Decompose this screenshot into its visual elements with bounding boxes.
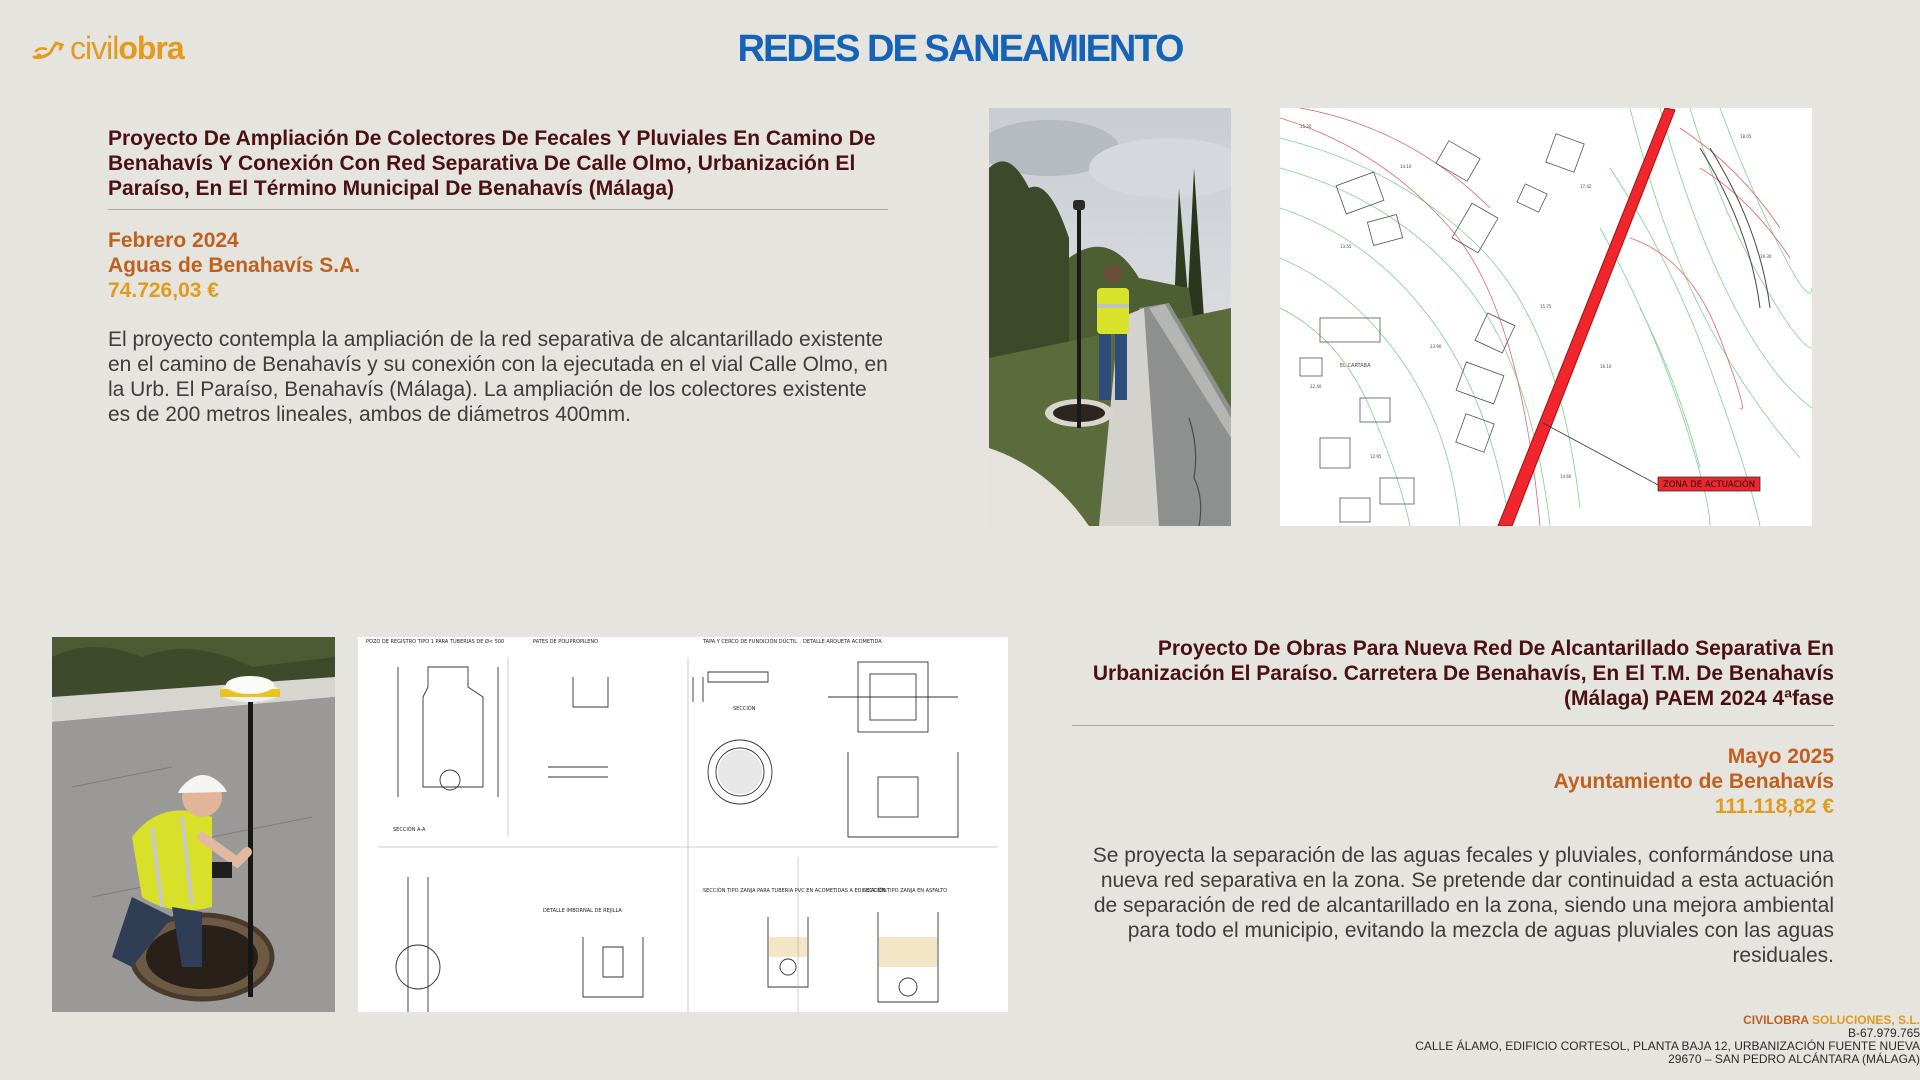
plan2-label-8: SECCIÓN [733,706,756,712]
svg-text:13.90: 13.90 [1430,344,1442,349]
footer-cif: B-67.979.765 [1847,1026,1920,1040]
project1-date: Febrero 2024 [108,229,239,252]
svg-text:16.10: 16.10 [1600,364,1612,369]
project1-amount: 74.726,03 € [108,279,219,302]
plan2-label-0: POZO DE REGISTRO TIPO 1 PARA TUBERIAS DE Ø< 500 [366,639,505,645]
logo-part1: civil [70,30,119,66]
project2-title: Proyecto De Obras Para Nueva Red De Alcantarillado Separativa En Urbanización El Paraíso. Carretera De Benahavís, En El T.M. De Benahavís (Málaga) PAEM 2024 4ªfase [1092,637,1834,710]
plan1-street-label: EL CARTABA [1340,363,1371,369]
project1-divider [108,209,888,210]
svg-text:17.42: 17.42 [1580,184,1592,189]
project2-section [1072,636,1834,968]
svg-text:12.95: 12.95 [1370,454,1382,459]
project2-date: Mayo 2025 [1727,745,1834,768]
svg-text:18.05: 18.05 [1740,134,1752,139]
plan2-label-7: SECCIÓN A-A [393,827,426,833]
plan2-label-5: SECCIÓN TIPO ZANJA PARA TUBERIA PVC EN ACOMETIDAS A EDIFICACIÓN [703,888,887,894]
project1-description: El proyecto contempla la ampliación de la red separativa de alcantarillado existente en el camino de Benahavís y su conexión con la ejecutada en el vial Calle Olmo, en la Urb. El Paraíso, Benahavís (Málaga). La ampliación de los colectores existente es de 200 metros lineales, ambos de diámetros 400mm. [108,328,888,426]
project2-construction-details [358,637,1008,1012]
footer-company-suffix: SOLUCIONES, S.L. [1808,1013,1920,1027]
project2-meta [1072,744,1834,819]
footer-company-name: CIVILOBRA [1743,1013,1809,1027]
svg-text:12.40: 12.40 [1310,384,1322,389]
project1-section [108,126,888,427]
svg-text:14.60: 14.60 [1560,474,1572,479]
plan2-label-6: SECCIÓN TIPO ZANJA EN ASFALTO [863,888,948,894]
project1-site-plan [1280,108,1812,526]
page-title: REDES DE SANEAMIENTO [737,28,1183,70]
logo-part2: obra [118,30,184,66]
svg-text:14.10: 14.10 [1400,164,1412,169]
project1-title: Proyecto De Ampliación De Colectores De Fecales Y Pluviales En Camino De Benahavís Y Conexión Con Red Separativa De Calle Olmo, Urbanización El Paraíso, En El Término Municipal De Benahavís (Málaga) [108,127,876,200]
plan2-label-1: PATES DE POLIPROPILENO [533,639,599,645]
plan2-label-3: DETALLE ARQUETA ACOMETIDA [803,639,882,645]
footer-address1: CALLE ÁLAMO, EDIFICIO CORTESOL, PLANTA BAJA 12, URBANIZACIÓN FUENTE NUEVA [1415,1039,1920,1053]
plan2-label-4: DETALLE IMBORNAL DE REJILLA [543,908,622,914]
project2-divider [1072,725,1834,726]
plan2-label-2: TAPA Y CERCO DE FUNDICIÓN DÚCTIL [703,639,798,645]
project2-description: Se proyecta la separación de las aguas fecales y pluviales, conformándose una nueva red separativa en la zona. Se pretende dar continuidad a esta actuación de separación de red de alcantarillado en la zona, siendo una mejora ambiental para todo el municipio, evitando la mezcla de aguas pluviales con las aguas residuales. [1092,844,1834,967]
svg-text:15.20: 15.20 [1300,124,1312,129]
project2-photo [52,637,335,1012]
footer-address2: 29670 – SAN PEDRO ALCÁNTARA (MÁLAGA) [1668,1052,1920,1066]
plan1-zone-label: ZONA DE ACTUACIÓN [1662,480,1756,490]
project2-client: Ayuntamiento de Benahavís [1553,770,1834,793]
project1-photo [989,108,1231,526]
company-footer [1415,1014,1920,1066]
svg-text:15.75: 15.75 [1540,304,1552,309]
project2-amount: 111.118,82 € [1714,795,1834,818]
footer-company [1415,1014,1920,1027]
project1-client: Aguas de Benahavís S.A. [108,254,361,277]
svg-text:13.55: 13.55 [1340,244,1352,249]
svg-text:19.30: 19.30 [1760,254,1772,259]
project1-meta [108,228,888,303]
